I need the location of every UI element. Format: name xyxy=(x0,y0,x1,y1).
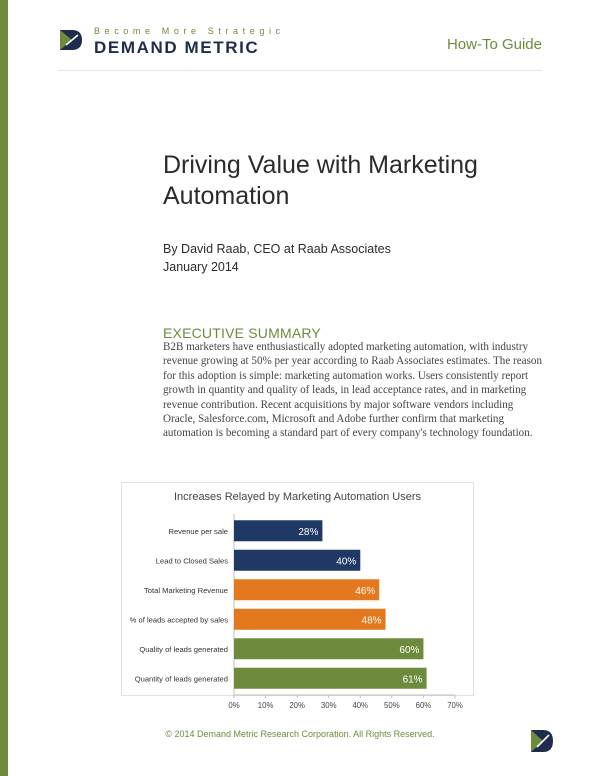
x-tick-label: 60% xyxy=(415,701,432,710)
header-divider xyxy=(58,70,542,71)
category-label: Quantity of leads generated xyxy=(134,674,228,684)
brand-name: DEMAND METRIC xyxy=(94,38,260,57)
bar-chart xyxy=(122,483,473,710)
bar xyxy=(234,668,427,689)
chart-container xyxy=(121,482,474,710)
bar-value-label: 40% xyxy=(336,556,357,568)
guide-type-label: How-To Guide xyxy=(446,36,542,53)
category-label: Total Marketing Revenue xyxy=(144,585,228,595)
bar-value-label: 60% xyxy=(399,644,420,656)
x-tick-label: 30% xyxy=(320,701,337,710)
bar-value-label: 28% xyxy=(298,526,319,538)
x-tick-label: 0% xyxy=(228,701,240,710)
category-label: Lead to Closed Sales xyxy=(155,556,228,566)
chart-title: Increases Relayed by Marketing Automation Users xyxy=(173,491,421,503)
bar-value-label: 46% xyxy=(355,585,376,597)
brand-tagline: Become More Strategic xyxy=(94,26,285,36)
document-title: Driving Value with Marketing Automation xyxy=(163,151,478,210)
left-accent-bar xyxy=(0,0,8,776)
category-label: Quality of leads generated xyxy=(139,644,228,654)
x-tick-label: 40% xyxy=(352,701,369,710)
bar-value-label: 48% xyxy=(361,615,382,627)
category-label: Revenue per sale xyxy=(168,526,228,536)
x-tick-label: 50% xyxy=(384,701,400,710)
x-tick-label: 20% xyxy=(289,701,305,710)
author-line: By David Raab, CEO at Raab Associates xyxy=(163,242,391,256)
category-label: % of leads accepted by sales xyxy=(129,615,228,625)
footer-copyright: © 2014 Demand Metric Research Corporation. All Rights Reserved. xyxy=(165,729,435,739)
bar xyxy=(234,638,423,659)
publication-date: January 2014 xyxy=(163,260,239,274)
x-tick-label: 10% xyxy=(257,701,274,710)
bar-value-label: 61% xyxy=(402,674,423,686)
demand-metric-logo-icon xyxy=(58,28,84,52)
x-tick-label: 70% xyxy=(447,701,463,710)
section-heading: EXECUTIVE SUMMARY xyxy=(163,325,321,341)
section-body: B2B marketers have enthusiastically adopted marketing automation, with industry revenue growing at 50% per year according to Raab Associates estimates. The reason for this adoption is simple: marketing automation works. Users consistently report growth in quantity and quality of leads, in lead acceptance rates, and in marketing revenue contribution. Recent acquisitions by major software vendors including Oracle, Salesforce.com, Microsoft and Adobe further confirm that marketing automation is becoming a standard part of every company's technology foundation. xyxy=(163,341,543,440)
byline-block xyxy=(163,240,391,276)
demand-metric-logo-icon xyxy=(529,728,555,754)
